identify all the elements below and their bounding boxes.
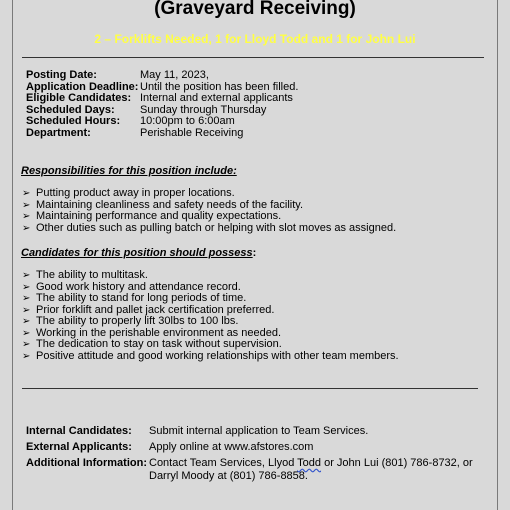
detail-row-scheduled-hours <box>26 116 298 128</box>
detail-row-posting-date <box>26 70 298 82</box>
spellcheck-flagged-word: Todd <box>297 457 322 469</box>
contact-value: Contact Team Services, Llyod Todd or John Lui (801) 786-8732, or Darryl Moody at (801) 786-8858. <box>149 457 473 482</box>
responsibilities-list <box>22 188 396 234</box>
posting-title: (Graveyard Receiving) <box>154 0 356 19</box>
arrow-bullet-icon: ➢ <box>22 316 31 327</box>
arrow-bullet-icon: ➢ <box>22 199 31 211</box>
list-item: ➢ Positive attitude and good working relationships with other team members. <box>22 349 399 362</box>
contact-value: Submit internal application to Team Services. <box>149 425 369 437</box>
arrow-bullet-icon: ➢ <box>22 293 31 304</box>
contact-label: External Applicants: <box>26 441 132 453</box>
contact-label: Internal Candidates: <box>26 425 132 437</box>
detail-value: Perishable Receiving <box>140 126 244 139</box>
detail-value: 10:00pm to 6:00am <box>140 115 235 127</box>
detail-label: Posting Date: <box>26 69 97 81</box>
detail-label: Department: <box>26 126 91 139</box>
contact-row-additional <box>26 457 489 483</box>
divider-bottom <box>22 388 478 389</box>
detail-row-eligible-candidates <box>26 93 298 105</box>
arrow-bullet-icon: ➢ <box>22 222 31 234</box>
contact-section <box>26 425 489 486</box>
responsibilities-heading: Responsibilities for this position include: <box>21 165 237 177</box>
detail-label: Scheduled Days: <box>26 103 115 116</box>
list-item: ➢ Good work history and attendance record. <box>22 280 241 293</box>
arrow-bullet-icon: ➢ <box>22 327 31 339</box>
list-item: ➢ The ability to properly lift 30lbs to 100 lbs. <box>22 315 239 327</box>
contact-row-internal <box>26 425 489 438</box>
arrow-bullet-icon: ➢ <box>22 281 31 293</box>
list-item: ➢ Maintaining performance and quality expectations. <box>22 210 282 222</box>
detail-value: May 11, 2023, <box>140 69 209 81</box>
detail-label: Scheduled Hours: <box>26 115 121 127</box>
list-item: ➢ Other duties such as pulling batch or helping with slot moves as assigned. <box>22 221 397 234</box>
list-item: ➢ Working in the perishable environment as needed. <box>22 326 282 339</box>
detail-label: Eligible Candidates: <box>26 92 132 104</box>
detail-value: Until the position has been filled. <box>140 80 299 93</box>
detail-value: Internal and external applicants <box>140 92 293 104</box>
arrow-bullet-icon: ➢ <box>22 270 31 281</box>
contact-value: Apply online at www.afstores.com <box>149 441 314 453</box>
divider-top <box>22 57 484 58</box>
posting-details <box>26 70 298 139</box>
list-item: ➢ Prior forklift and pallet jack certification preferred. <box>22 303 275 316</box>
detail-label: Application Deadline: <box>26 80 139 93</box>
list-item: ➢ Maintaining cleanliness and safety needs of the facility. <box>22 198 304 211</box>
arrow-bullet-icon: ➢ <box>22 304 31 316</box>
contact-label: Additional Information: <box>26 457 147 469</box>
detail-row-department <box>26 128 298 140</box>
contact-row-external <box>26 441 489 454</box>
list-item: ➢ Putting product away in proper locations. <box>22 187 235 199</box>
list-item: ➢ The ability to stand for long periods of time. <box>22 292 247 304</box>
posting-subtitle: 2 – Forklifts Needed, 1 for Lloyd Todd and 1 for John Lui <box>94 32 416 46</box>
list-item: ➢ The dedication to stay on task without supervision. <box>22 338 282 350</box>
qualifications-list <box>22 270 399 362</box>
arrow-bullet-icon: ➢ <box>22 188 31 199</box>
arrow-bullet-icon: ➢ <box>22 350 31 362</box>
detail-value: Sunday through Thursday <box>140 103 267 116</box>
arrow-bullet-icon: ➢ <box>22 211 31 222</box>
qualifications-heading: Candidates for this position should possess: <box>21 247 257 259</box>
arrow-bullet-icon: ➢ <box>22 339 31 350</box>
list-item: ➢ The ability to multitask. <box>22 269 148 281</box>
